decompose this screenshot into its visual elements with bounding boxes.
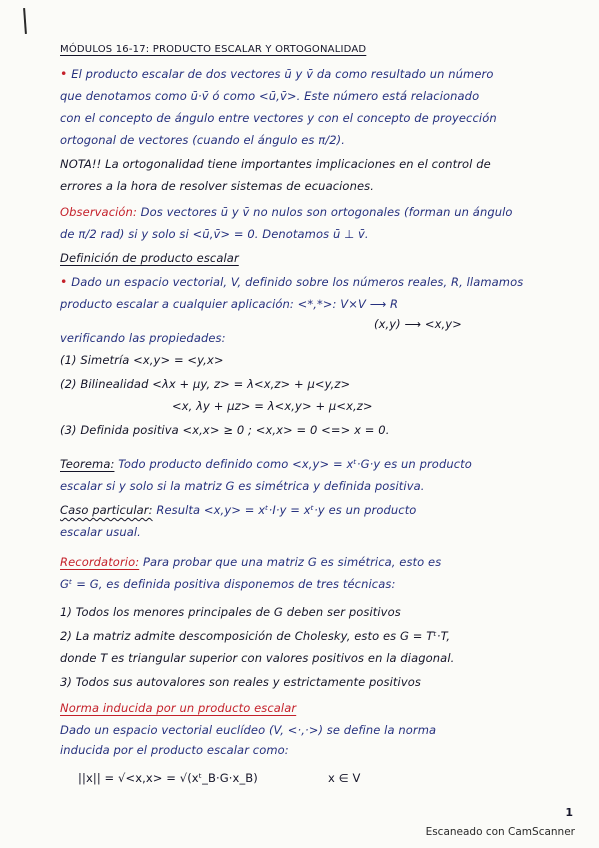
technique-1: 1) Todos los menores principales de G deben ser positivos xyxy=(60,605,401,619)
margin-stroke xyxy=(23,8,27,34)
teorema-line-2: escalar si y solo si la matriz G es simétrica y definida positiva. xyxy=(60,479,425,493)
teorema-line-1 xyxy=(60,456,472,472)
definicion-line-1 xyxy=(60,274,523,290)
observacion-label: Observación: xyxy=(60,205,137,219)
intro-line-3: con el concepto de ángulo entre vectores y con el concepto de proyección xyxy=(60,111,497,125)
technique-2-cont: donde T es triangular superior con valores positivos en la diagonal. xyxy=(60,651,455,665)
property-definida-positiva: (3) Definida positiva <x,x> ≥ 0 ; <x,x> = 0 <=> x = 0. xyxy=(60,423,390,437)
recordatorio-line-1 xyxy=(60,554,441,570)
caso-line-1 xyxy=(60,502,416,518)
definicion-line-2: producto escalar a cualquier aplicación: <*,*>: V×V ⟶ R xyxy=(60,297,399,311)
intro-text-1: El producto escalar de dos vectores ū y v̄ da como resultado un número xyxy=(67,67,494,81)
definicion-text-1: Dado un espacio vectorial, V, definido sobre los números reales, R, llamamos xyxy=(67,275,524,289)
norma-formula: ||x|| = √<x,x> = √(xᵗ_B·G·x_B) xyxy=(78,771,258,785)
norma-line-2: inducida por el producto escalar como: xyxy=(60,743,289,757)
caso-label: Caso particular: xyxy=(60,503,153,517)
property-simetria: (1) Simetría <x,y> = <y,x> xyxy=(60,353,224,367)
intro-line-1 xyxy=(60,66,494,82)
nota-line-1: NOTA!! La ortogonalidad tiene importantes implicaciones en el control de xyxy=(60,157,491,171)
nota-line-2: errores a la hora de resolver sistemas de ecuaciones. xyxy=(60,179,374,193)
observacion-line-2: de π/2 rad) si y solo si <ū,v̄> = 0. Denotamos ū ⊥ v̄. xyxy=(60,227,369,241)
recordatorio-label: Recordatorio: xyxy=(60,555,140,569)
definicion-line-4: verificando las propiedades: xyxy=(60,331,226,345)
bullet-icon: • xyxy=(60,274,68,289)
teorema-text-1: Todo producto definido como <x,y> = xᵗ·G·y es un producto xyxy=(114,457,472,471)
property-bilinealidad: (2) Bilinealidad <λx + μy, z> = λ<x,z> + μ<y,z> xyxy=(60,377,351,391)
page-title: MÓDULOS 16-17: PRODUCTO ESCALAR Y ORTOGONALIDAD xyxy=(60,44,367,55)
property-bilinealidad-2: <x, λy + μz> = λ<x,y> + μ<x,z> xyxy=(172,399,373,413)
recordatorio-text-1: Para probar que una matriz G es simétrica, esto es xyxy=(139,555,442,569)
norma-line-1: Dado un espacio vectorial euclídeo (V, <·,·>) se define la norma xyxy=(60,723,437,737)
caso-line-2: escalar usual. xyxy=(60,525,141,539)
caso-text-1: Resulta <x,y> = xᵗ·I·y = xᵗ·y es un producto xyxy=(152,503,417,517)
norma-domain: x ∈ V xyxy=(328,771,361,785)
page-number: 1 xyxy=(565,806,573,819)
definicion-mapping: (x,y) ⟶ <x,y> xyxy=(374,317,462,331)
observacion-text-1: Dos vectores ū y v̄ no nulos son ortogonales (forman un ángulo xyxy=(136,205,513,219)
intro-line-2: que denotamos como ū·v̄ ó como <ū,v̄>. Este número está relacionado xyxy=(60,89,480,103)
scanner-watermark: Escaneado con CamScanner xyxy=(425,826,575,838)
observacion-line-1 xyxy=(60,204,513,220)
bullet-icon: • xyxy=(60,66,68,81)
technique-3: 3) Todos sus autovalores son reales y estrictamente positivos xyxy=(60,675,421,689)
recordatorio-line-2: Gᵗ = G, es definida positiva disponemos de tres técnicas: xyxy=(60,577,396,591)
technique-2: 2) La matriz admite descomposición de Cholesky, esto es G = Tᵗ·T, xyxy=(60,629,451,643)
norma-heading: Norma inducida por un producto escalar xyxy=(60,701,297,715)
definicion-heading: Definición de producto escalar xyxy=(60,251,239,265)
teorema-label: Teorema: xyxy=(60,457,115,471)
intro-line-4: ortogonal de vectores (cuando el ángulo es π/2). xyxy=(60,133,345,147)
